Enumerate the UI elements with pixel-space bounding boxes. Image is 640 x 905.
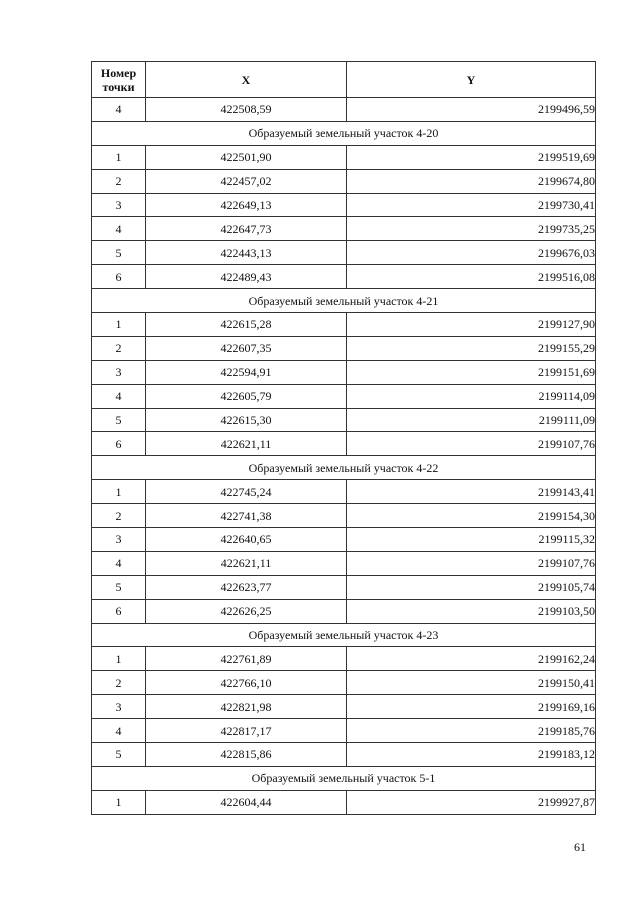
y-coordinate-cell: 2199162,24 [347,647,596,671]
x-coordinate-cell: 422594,91 [146,360,347,384]
y-coordinate-cell: 2199127,90 [347,313,596,337]
x-coordinate-cell: 422604,44 [146,790,347,814]
y-coordinate-cell: 2199150,41 [347,671,596,695]
x-coordinate-cell: 422640,65 [146,528,347,552]
table-row [92,169,596,193]
section-title: Образуемый земельный участок 5-1 [92,766,596,790]
y-coordinate-cell: 2199674,80 [347,169,596,193]
point-number-cell: 3 [92,528,146,552]
point-number-cell: 6 [92,265,146,289]
point-number-cell: 1 [92,145,146,169]
point-number-cell: 5 [92,575,146,599]
x-coordinate-cell: 422621,11 [146,551,347,575]
table-row [92,241,596,265]
y-coordinate-cell: 2199107,76 [347,551,596,575]
table-row [92,575,596,599]
section-row [92,623,596,647]
x-coordinate-cell: 422443,13 [146,241,347,265]
table-row [92,599,596,623]
section-row [92,456,596,480]
point-number-cell: 3 [92,360,146,384]
table-row [92,504,596,528]
table-row [92,719,596,743]
x-coordinate-cell: 422621,11 [146,432,347,456]
coordinates-table [91,61,596,815]
point-number-cell: 6 [92,432,146,456]
section-title: Образуемый земельный участок 4-20 [92,121,596,145]
header-y: Y [347,62,596,98]
table-row [92,432,596,456]
x-coordinate-cell: 422815,86 [146,743,347,767]
y-coordinate-cell: 2199676,03 [347,241,596,265]
page-number: 61 [574,840,586,854]
y-coordinate-cell: 2199154,30 [347,504,596,528]
x-coordinate-cell: 422615,30 [146,408,347,432]
y-coordinate-cell: 2199155,29 [347,336,596,360]
x-coordinate-cell: 422626,25 [146,599,347,623]
y-coordinate-cell: 2199519,69 [347,145,596,169]
table-row [92,671,596,695]
point-number-cell: 5 [92,408,146,432]
table-row [92,265,596,289]
point-number-cell: 2 [92,169,146,193]
y-coordinate-cell: 2199105,74 [347,575,596,599]
x-coordinate-cell: 422821,98 [146,695,347,719]
section-row [92,289,596,313]
point-number-cell: 1 [92,313,146,337]
section-title: Образуемый земельный участок 4-22 [92,456,596,480]
section-title: Образуемый земельный участок 4-23 [92,623,596,647]
table-row [92,98,596,122]
x-coordinate-cell: 422817,17 [146,719,347,743]
y-coordinate-cell: 2199496,59 [347,98,596,122]
point-number-cell: 5 [92,241,146,265]
point-number-cell: 6 [92,599,146,623]
x-coordinate-cell: 422649,13 [146,193,347,217]
table-row [92,743,596,767]
section-title: Образуемый земельный участок 4-21 [92,289,596,313]
point-number-cell: 5 [92,743,146,767]
table-row [92,695,596,719]
point-number-cell: 4 [92,217,146,241]
point-number-cell: 1 [92,790,146,814]
x-coordinate-cell: 422741,38 [146,504,347,528]
y-coordinate-cell: 2199185,76 [347,719,596,743]
x-coordinate-cell: 422501,90 [146,145,347,169]
y-coordinate-cell: 2199183,12 [347,743,596,767]
x-coordinate-cell: 422489,43 [146,265,347,289]
y-coordinate-cell: 2199143,41 [347,480,596,504]
table-row [92,360,596,384]
point-number-cell: 1 [92,480,146,504]
table-row [92,336,596,360]
x-coordinate-cell: 422623,77 [146,575,347,599]
table-row [92,551,596,575]
y-coordinate-cell: 2199111,09 [347,408,596,432]
y-coordinate-cell: 2199169,16 [347,695,596,719]
y-coordinate-cell: 2199730,41 [347,193,596,217]
x-coordinate-cell: 422745,24 [146,480,347,504]
table-row [92,313,596,337]
x-coordinate-cell: 422615,28 [146,313,347,337]
x-coordinate-cell: 422647,73 [146,217,347,241]
x-coordinate-cell: 422607,35 [146,336,347,360]
table-row [92,193,596,217]
table-body [92,98,596,815]
table-header-row [92,62,596,98]
x-coordinate-cell: 422766,10 [146,671,347,695]
header-point-number: Номер точки [92,62,146,98]
point-number-cell: 4 [92,551,146,575]
table-row [92,408,596,432]
table-row [92,647,596,671]
y-coordinate-cell: 2199103,50 [347,599,596,623]
header-x: X [146,62,347,98]
section-row [92,766,596,790]
point-number-cell: 4 [92,384,146,408]
point-number-cell: 2 [92,671,146,695]
y-coordinate-cell: 2199927,87 [347,790,596,814]
x-coordinate-cell: 422457,02 [146,169,347,193]
table-row [92,480,596,504]
table-row [92,790,596,814]
point-number-cell: 2 [92,336,146,360]
y-coordinate-cell: 2199516,08 [347,265,596,289]
section-row [92,121,596,145]
point-number-cell: 3 [92,695,146,719]
table-row [92,528,596,552]
point-number-cell: 2 [92,504,146,528]
point-number-cell: 1 [92,647,146,671]
point-number-cell: 3 [92,193,146,217]
point-number-cell: 4 [92,98,146,122]
x-coordinate-cell: 422508,59 [146,98,347,122]
point-number-cell: 4 [92,719,146,743]
x-coordinate-cell: 422605,79 [146,384,347,408]
table-row [92,145,596,169]
x-coordinate-cell: 422761,89 [146,647,347,671]
y-coordinate-cell: 2199115,32 [347,528,596,552]
y-coordinate-cell: 2199735,25 [347,217,596,241]
table-row [92,384,596,408]
y-coordinate-cell: 2199114,09 [347,384,596,408]
y-coordinate-cell: 2199151,69 [347,360,596,384]
y-coordinate-cell: 2199107,76 [347,432,596,456]
table-row [92,217,596,241]
